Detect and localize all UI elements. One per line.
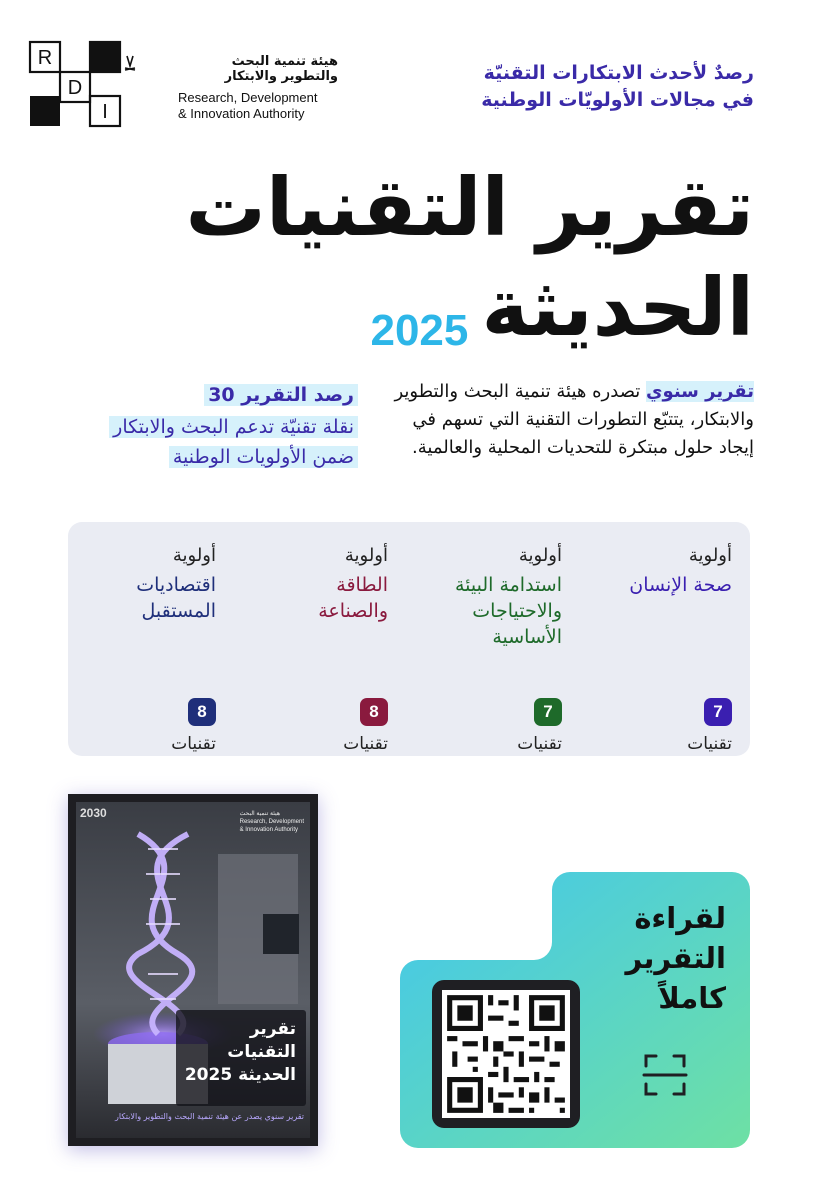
report-year: 2025 [370,305,469,355]
report-title-line2-wrap [34,258,754,358]
priorities-panel [68,522,750,756]
vision-2030-logo: 2030 [80,806,107,820]
saudi-emblem-icon [125,56,135,70]
priority-count-label: تقنيات [171,734,216,754]
report-title-line1: تقرير التقنيات [185,161,754,254]
priority-kicker: أولوية [344,545,388,566]
priority-environment [412,544,562,754]
rasd-title: رصد التقرير 30 [204,384,358,406]
rdi-logo [28,40,338,130]
priority-count-badge: 8 [360,698,388,726]
cover-title-line2: التقنيات [227,1042,296,1062]
read-label-line3: كاملاً [658,981,726,1015]
priority-kicker: أولوية [688,545,732,566]
read-full-report-label [576,898,726,1018]
read-label-line1: لقراءة [634,901,726,935]
logo-arabic-line2: والتطوير والابتكار [224,69,338,84]
logo-letter-r: R [37,47,53,69]
qr-code-pattern [442,990,570,1118]
priority-name: الطاقة والصناعة [318,574,388,622]
intro-highlight: تقرير سنوي [646,381,754,402]
priority-count-badge: 7 [534,698,562,726]
logo-arabic-line1: هيئة تنمية البحث [231,54,338,69]
rasd-block [68,382,358,472]
rasd-body: نقلة تقنيّة تدعم البحث والابتكار ضمن الأولويات الوطنية [109,416,358,468]
priority-count-label: تقنيات [687,734,732,754]
priority-count-label: تقنيات [517,734,562,754]
priority-future-economies [66,544,216,754]
cover-title-line1: تقرير [249,1019,296,1039]
cover-title-line3: الحديثة 2025 [184,1065,296,1085]
read-label-line2: التقرير [625,941,726,975]
tagline-line2: في مجالات الأولويّات الوطنية [481,89,754,111]
logo-arabic-name [178,54,338,84]
intro-paragraph [374,378,754,462]
priority-count-label: تقنيات [343,734,388,754]
priority-count-badge: 7 [704,698,732,726]
cover-title-box [176,1010,306,1106]
logo-letter-d: D [67,77,83,99]
logo-english-name: Research, Development & Innovation Authority [178,90,318,121]
scan-icon [642,1052,688,1098]
qr-code[interactable] [432,980,580,1128]
report-cover-image[interactable] [68,794,318,1146]
priority-count-badge: 8 [188,698,216,726]
logo-letter-i: I [102,101,108,123]
tagline [374,60,754,114]
priority-name: اقتصاديات المستقبل [136,574,216,622]
priority-name: استدامة البيئة والاحتياجات الأساسية [454,574,562,648]
priority-kicker: أولوية [172,545,216,566]
report-title-line2: الحديثة [481,261,754,354]
intro-text: تصدره هيئة تنمية البحث والتطوير والابتكار، يتتبّع التطورات التقنية التي تسهم في إيجاد حلول مبتكرة للتحديات المحلية والعالمية. [394,381,754,458]
priority-kicker: أولوية [518,545,562,566]
priority-name: صحة الإنسان [629,574,732,596]
cover-rdi-logo: هيئة تنمية البحث Research, Development & Innovation Authority [239,811,304,833]
cover-subtitle: تقرير سنوي يصدر عن هيئة تنمية البحث والتطوير والابتكار [115,1112,304,1121]
rdi-logo-mark [28,40,136,128]
priority-energy-industry [238,544,388,754]
tagline-line1: رصدٌ لأحدث الابتكارات التقنيّة [483,62,754,84]
priority-human-health [582,544,732,754]
